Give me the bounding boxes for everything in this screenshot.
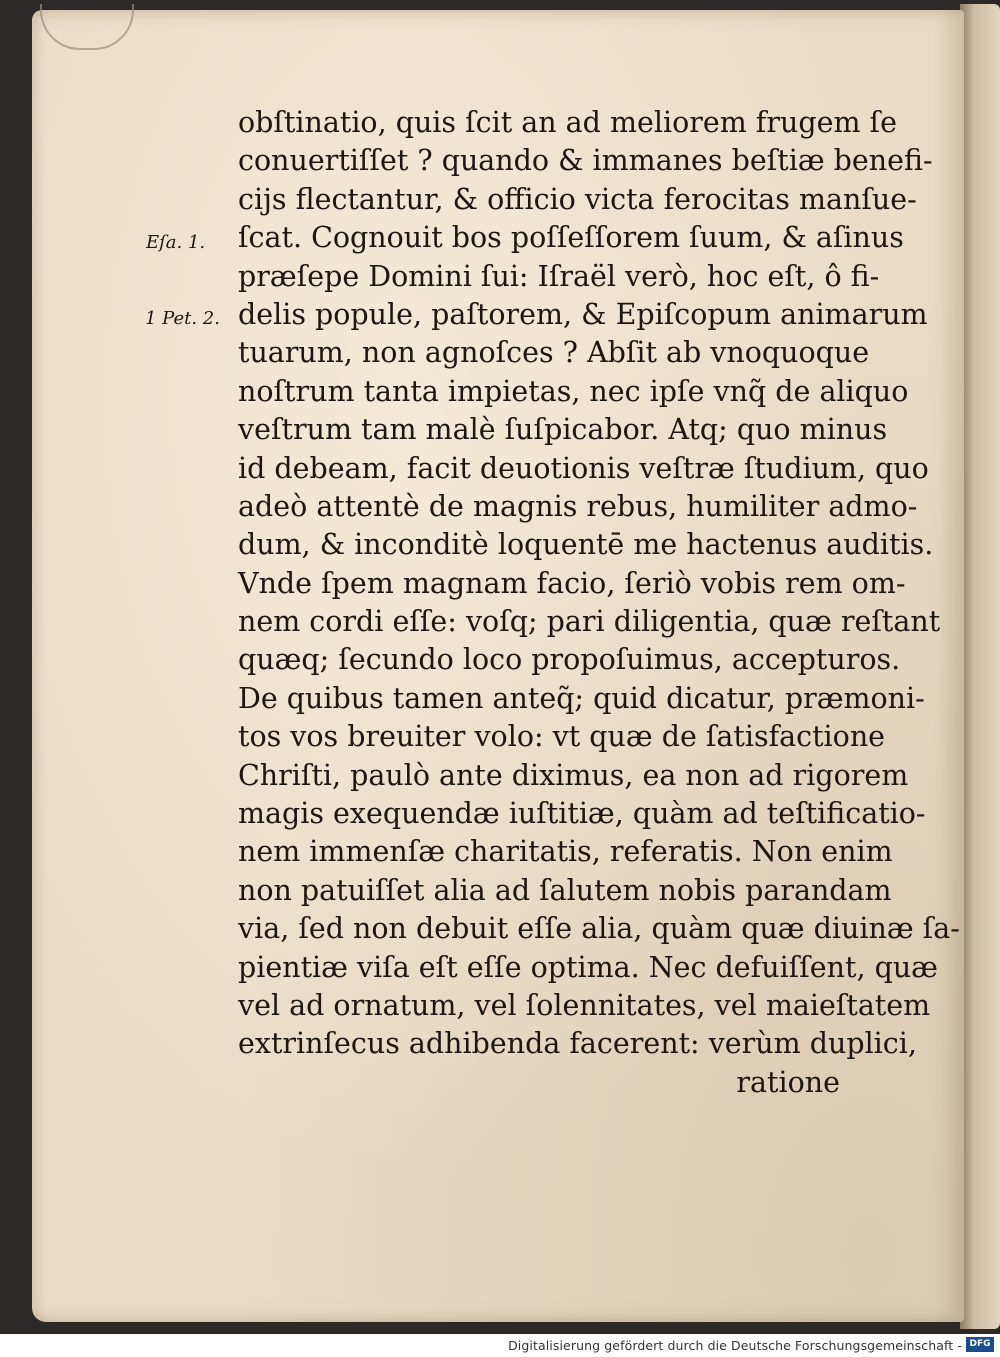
text-line: tuarum, non agnoſces ? Abſit ab vnoquoque xyxy=(238,336,870,370)
text-line: Chriſti, paulò ante diximus, ea non ad rigorem xyxy=(238,758,909,792)
text-line: dum, & inconditè loquentē me hactenus auditis. xyxy=(238,528,934,562)
text-line: quæq; ſecundo loco propoſuimus, accepturos. xyxy=(238,643,901,677)
text-line: magis exequendæ iuſtitiæ, quàm ad teſtificatio- xyxy=(238,797,926,831)
funding-credit: Digitalisierung gefördert durch die Deutsche Forschungsgemeinschaft - xyxy=(508,1338,962,1353)
body-text xyxy=(238,104,960,1102)
text-line: cijs flectantur, & officio victa ferocitas manſue- xyxy=(238,182,917,216)
text-line: nem immenſæ charitatis, referatis. Non enim xyxy=(238,835,893,869)
text-line: veſtrum tam malè ſuſpicabor. Atq; quo minus xyxy=(238,413,888,447)
catchword: ratione xyxy=(736,1065,840,1099)
text-line: præſepe Domini ſui: Iſraël verò, hoc eſt, ô fi- xyxy=(238,259,880,293)
text-line: nem cordi eſſe: voſq; pari diligentia, quæ reſtant xyxy=(238,605,941,639)
text-line: tos vos breuiter volo: vt quæ de ſatisfactione xyxy=(238,720,886,754)
text-line: adeò attentè de magnis rebus, humiliter admo- xyxy=(238,489,918,523)
text-line: ſcat. Cognouit bos poſſeſſorem ſuum, & aſinus xyxy=(238,221,904,255)
dfg-logo: DFG xyxy=(966,1337,994,1352)
text-line: via, ſed non debuit eſſe alia, quàm quæ diuinæ ſa- xyxy=(238,912,960,946)
text-line: delis popule, paſtorem, & Epiſcopum animarum xyxy=(238,297,928,331)
text-line: non patuiſſet alia ad ſalutem nobis parandam xyxy=(238,873,892,907)
margin-note-petrus: 1 Pet. 2. xyxy=(145,308,220,329)
text-line: extrinſecus adhibenda facerent: verùm duplici, xyxy=(238,1027,917,1061)
text-line: obſtinatio, quis ſcit an ad meliorem frugem ſe xyxy=(238,106,897,139)
text-line: noſtrum tanta impietas, nec ipſe vnq̃ de aliquo xyxy=(238,374,909,408)
margin-note-esaias: Eſa. 1. xyxy=(146,232,206,253)
text-line: Vnde ſpem magnam facio, ſeriò vobis rem om- xyxy=(238,566,906,600)
facing-page-edge xyxy=(960,4,1000,1329)
digitization-footer xyxy=(0,1334,1000,1357)
text-line: vel ad ornatum, vel ſolennitates, vel maieſtatem xyxy=(238,988,931,1022)
text-line: De quibus tamen anteq̃; quid dicatur, præmoni- xyxy=(238,681,925,715)
text-line: pientiæ viſa eſt eſſe optima. Nec defuiſſent, quæ xyxy=(238,950,938,984)
text-line: id debeam, facit deuotionis veſtræ ſtudium, quo xyxy=(238,451,929,485)
text-line: conuertiſſet ? quando & immanes beſtiæ benefi- xyxy=(238,144,933,178)
